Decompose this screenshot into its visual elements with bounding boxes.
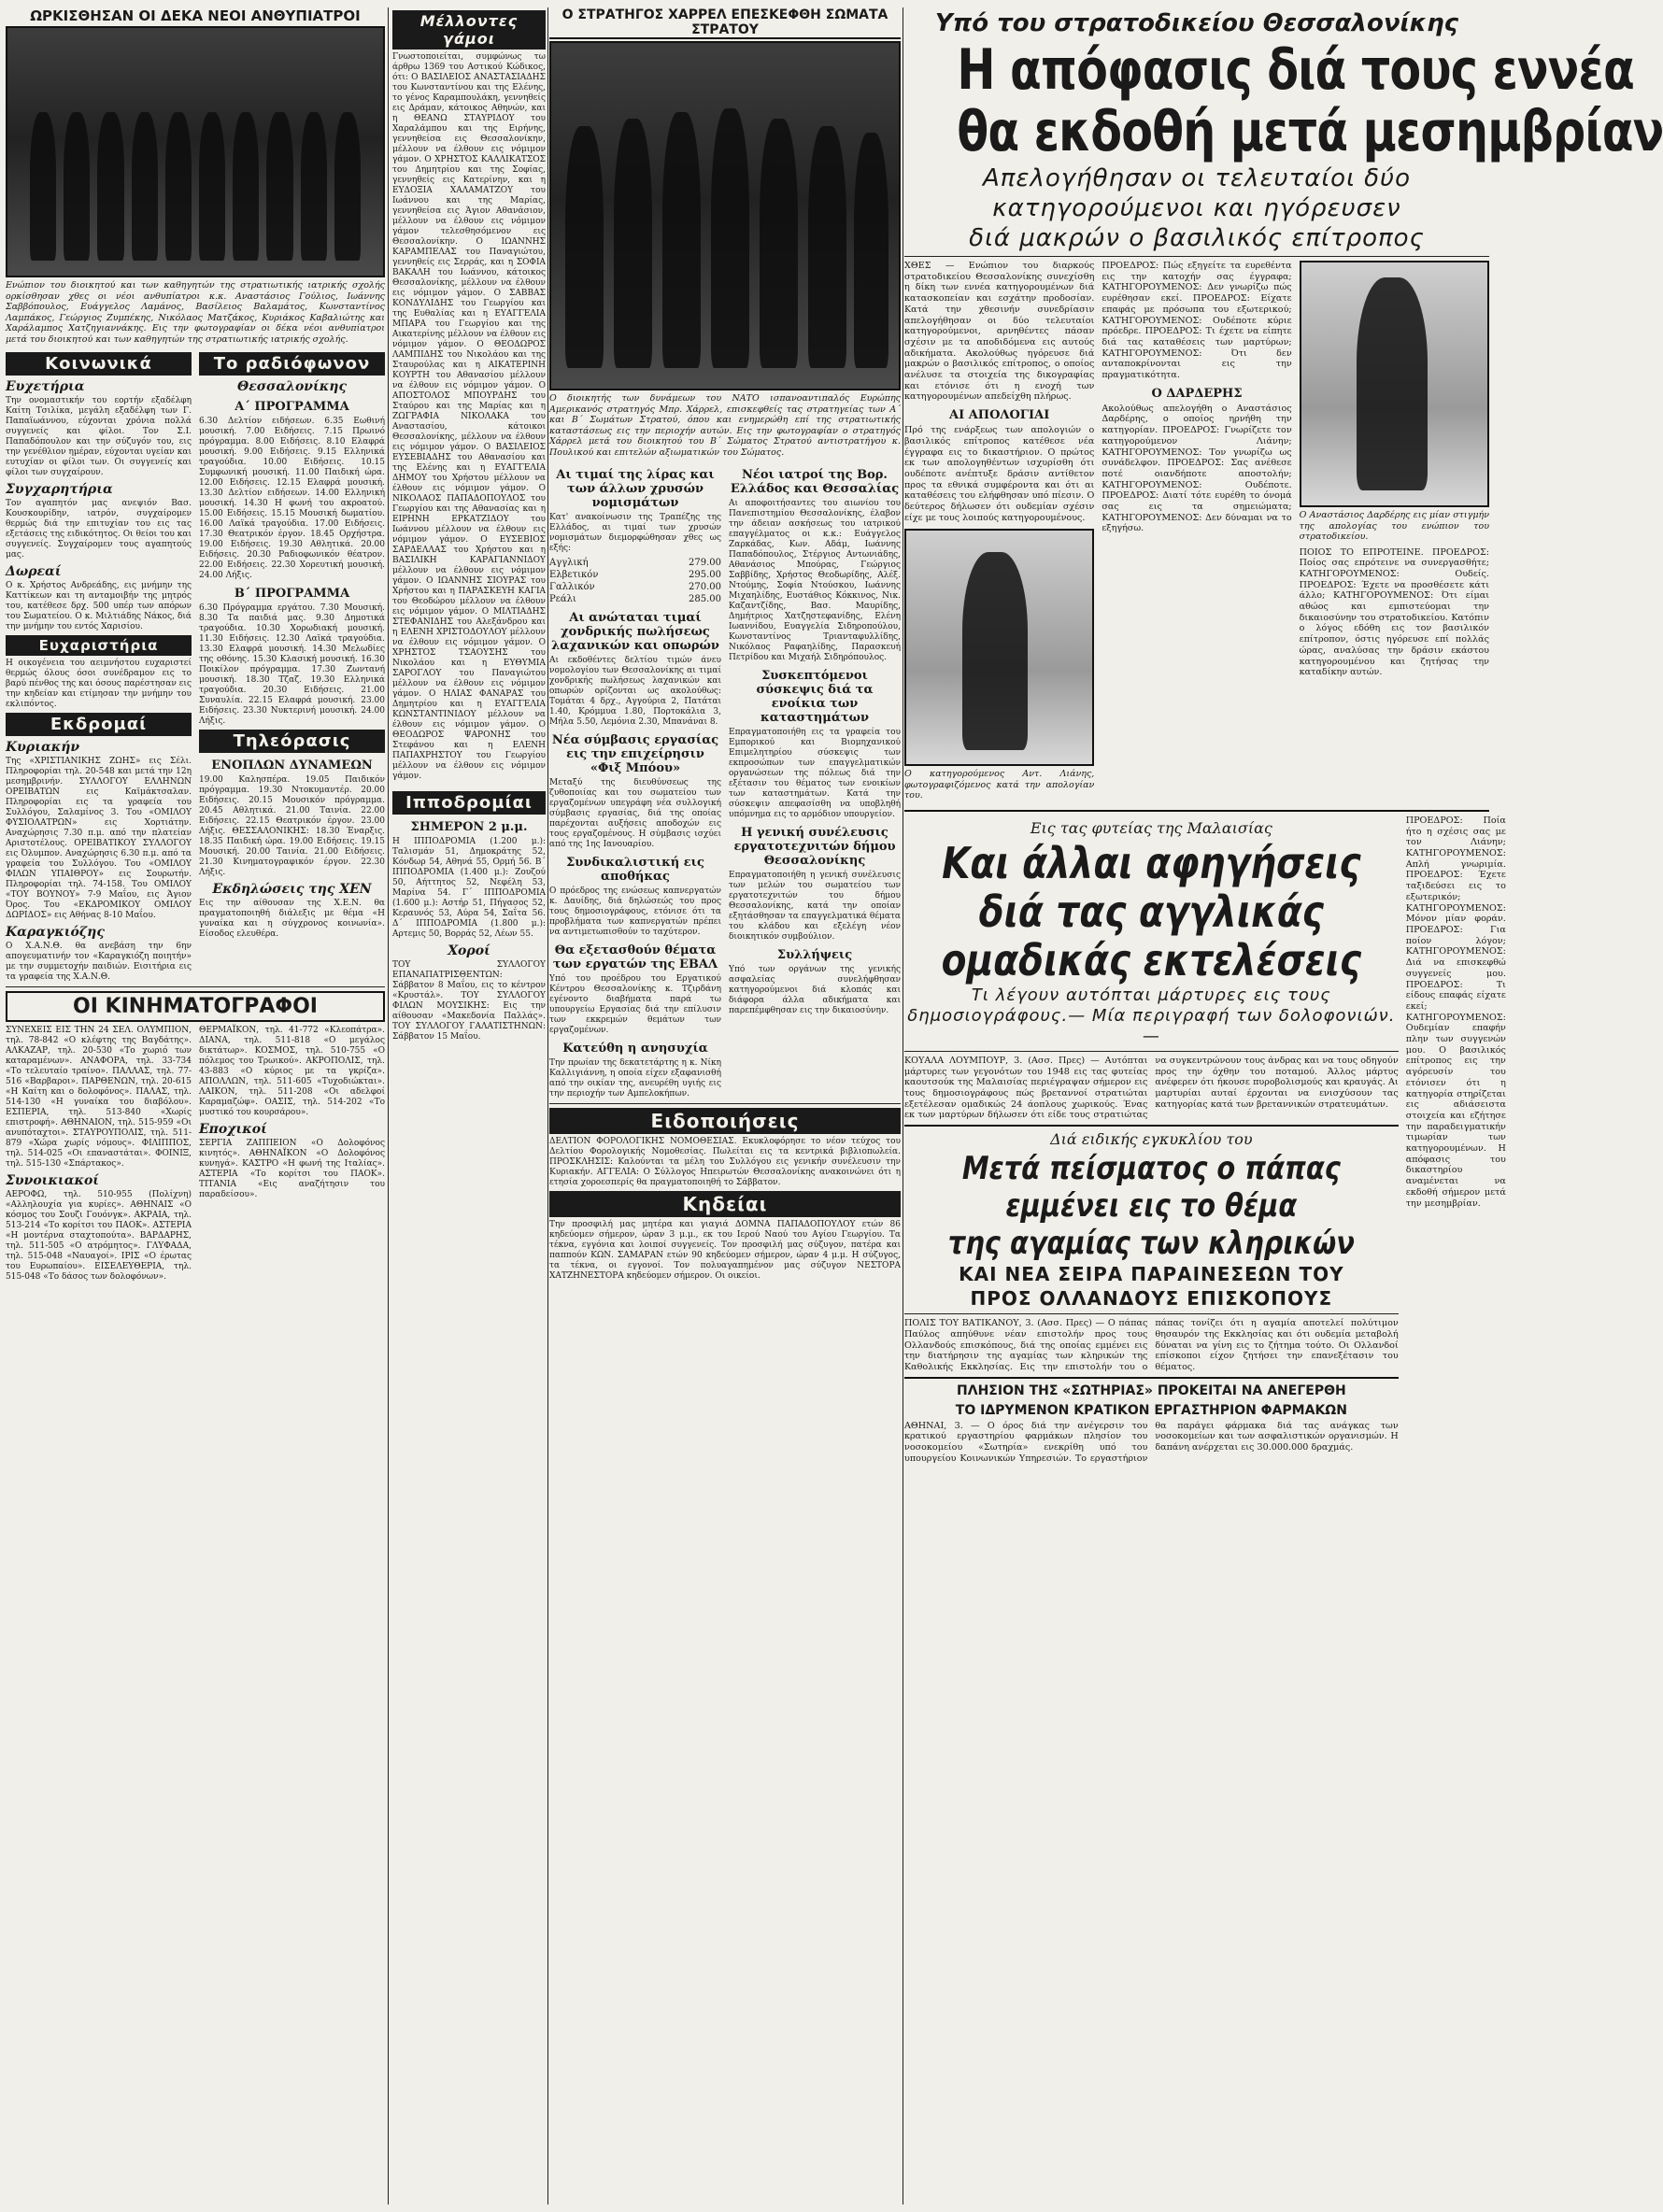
trial-body-a: ΧΘΕΣ — Ενώπιον του διαρκούς στρατοδικείου Θεσσαλονίκης συνεχίσθη η δίκη των εννέα κατηγορουμένων διά κατασκοπείαν και εσχάτην προδοσίαν. Κατά την χθεσινήν συνεδρίασιν απελογήθησαν οι δύο τελευταίοι κατηγορούμενοι, αρνηθέντες πάσαν σχέσιν με τα αποδιδόμενα εις αυτούς αδικήματα. Ακολούθως ηγόρευσε διά μακρών ο βασιλικός επίτροπος, ο οποίος ανέλυσε τα στοιχεία της δικογραφίας και ετόνισε ότι η ενοχή των κατηγορουμένων απεδείχθη πλήρως. [904,261,1095,403]
doctors-text: Αι αποφοιτήσαντες του αιωνίου του Πανεπιστημίου Θεσσαλονίκης, έλαβον την άδειαν ασκήσεως του ιατρικού επαγγέλματος οι κ.κ.: Ευάγγελος Ζαρκάδας, Κων. Αδάμ, Ιωάννης Παπαδόπουλος, Στέργιος Αντωνιάδης, Αθανάσιος Μπούρας, Γεώργιος Σαββίδης, Χρήστος Θεοδωρίδης, Αλέξ. Ντούμης, Σοφία Ντούσκου, Ιωάννης Μιχαηλίδης, Ευστάθιος Κόκκινος, Νικ. Καζαντζίδης, Βασ. Μαυρίδης, Δημήτριος Χατζηστεφανίδης, Ελένη Ιωαννίδου, Ευαγγελία Σιδηροπούλου, Κωνσταντίνος Τριανταφυλλίδης, Νικόλαος Ραφαηλίδης, Παρασκευή Πετρίδου και Μιχαήλ Σιδηρόπουλος. [729,499,901,662]
donations-label: Δωρεαί [6,564,62,579]
notices-text: ΔΕΛΤΙΟΝ ΦΟΡΟΛΟΓΙΚΗΣ ΝΟΜΟΘΕΣΙΑΣ. Εκυκλοφόρησε το νέον τεύχος του Δελτίου Φορολογικής Νομοθεσίας. Πωλείται εις τα κεντρικά βιβλιοπωλεία. ΠΡΟΣΚΛΗΣΙΣ: Καλούνται τα μέλη του Συλλόγου εις γενικήν συνέλευσιν την Κυριακήν. ΑΓΓΕΛΙΑ: Ο Σύλλογος Ηπειρωτών Θεσσαλονίκης ανακοινώνει ότι η ετησία χοροεσπερίς θα πραγματοποιηθή το Σάββατον. [549,1137,901,1187]
xen-label: Εκδηλώσεις της ΧΕΝ [212,882,372,897]
gold-row: Ελβετικόν 295.00 [549,570,721,580]
funerals-text: Την προσφιλή μας μητέρα και γιαγιά ΔΟΜΝΑ ΠΑΠΑΔΟΠΟΥΛΟΥ ετών 86 κηδεύομεν σήμερον, ώραν 3 μ.μ., εκ του Ιερού Ναού του Αγίου Γεωργίου. Τα τέκνα, εγγόνια και λοιποί συγγενείς. Τον προσφιλή μας σύζυγον, πατέρα και παππούν ΚΩΝ. ΣΑΜΑΡΑΝ ετών 90 κηδεύομεν σήμερον, ώραν 4 μ.μ. Η σύζυγος, τα τέκνα, οι εγγονοί. Τον πολυαγαπημένον μας σύζυγον ΝΕΣΤΟΡΑ ΧΑΤΖΗΝΕΣΤΟΡΑ κηδεύομεν σήμερον. Οι οικείοι. [549,1220,901,1281]
doctors-title: Νέοι ιατροί της Βορ. Ελλάδος και Θεσσαλίας [730,468,900,496]
cinemas-right-text: ΘΕΡΜΑΪΚΟΝ, τηλ. 41-772 «Κλεοπάτρα». ΔΙΑΝΑ, τηλ. 511-818 «Ο μεγάλος δικτάτωρ». ΚΟΣΜΟΣ, τηλ. 510-755 «Ο πόλεμος του Τρωικού». ΑΚΡΟΠΟΛΙΣ, τηλ. 43-883 «Ο κύριος με τα γκρίζα». ΑΠΟΛΛΩΝ, τηλ. 511-605 «Τυχοδιώκται». ΛΑΙΚΟΝ, τηλ. 511-208 «Οι αδελφοί Καραμαζώφ». ΟΑΣΙΣ, τηλ. 514-202 «Το μυστικό του κουρσάρου». [199,1026,385,1117]
trial-body-f: ΠΡΟΕΔΡΟΣ: Ποία ήτο η σχέσις σας με τον Λιάνην; ΚΑΤΗΓΟΡΟΥΜΕΝΟΣ: Απλή γνωριμία. ΠΡΟΕΔΡΟΣ: Έχετε ταξιδεύσει εις το εξωτερικόν; ΚΑΤΗΓΟΡΟΥΜΕΝΟΣ: Μόνον μίαν φοράν. ΠΡΟΕΔΡΟΣ: Για ποίον λόγον; ΚΑΤΗΓΟΡΟΥΜΕΝΟΣ: Διά να επισκεφθώ συγγενείς μου. ΠΡΟΕΔΡΟΣ: Τι είδους επαφάς είχατε εκεί; ΚΑΤΗΓΟΡΟΥΜΕΝΟΣ: Ουδεμίαν επαφήν πλην των συγγενών μου. Ο βασιλικός επίτροπος εις την αγόρευσίν του ετόνισεν ότι η κατηγορία στηρίζεται εις αδιάσειστα στοιχεία και εζήτησε την παραδειγματικήν τιμωρίαν των κατηγορουμένων. Η απόφασις του δικαστηρίου αναμένεται να εκδοθή σήμερον μετά την μεσημβρίαν. [1405,815,1506,1209]
wishes-text: Την ονομαστικήν του εορτήν εξαδέλφη Καίτη Τσιλίκα, μεγάλη εξαδέλφη των Γ. Παπαϊωάννου, εύχονται χρόνια πολλά συγγενείς και φίλοι. Τον Σ.Ι. Παπαδόπουλον και την σύζυγόν του, εις την γενέθλιον ημέραν, εύχονται υγείαν και ευτυχίαν οι φίλοι των. Οι συγγενείς και φίλοι των συγχαίρουν. [6,396,192,477]
gold-title: Αι τιμαί της λίρας και των άλλων χρυσών νομισμάτων [556,468,715,510]
notices-title: Ειδοποιήσεις [549,1108,901,1134]
cinemas-title: ΟΙ ΚΙΝΗΜΑΤΟΓΡΑΦΟΙ [6,991,385,1022]
general-photo [549,41,901,390]
meeting-title: Συσκεπτόμενοι σύσκεψις διά τα ενοίκια των καταστημάτων [756,669,874,725]
trial-body-b: Πρό της ενάρξεως των απολογιών ο βασιλικός επίτροπος κατέθεσε νέα έγγραφα εις το δικαστήριον. Ο πρώτος εκ των απολογηθέντων ισχυρίσθη ότι ουδέποτε ανέπτυξε δράσιν αντίθετον προς τα εθνικά συμφέροντα και ότι αι καταθέσεις του ελήφθησαν υπό πίεσιν. Ο δεύτερος δήλωσεν ότι ουδεμίαν σχέσιν είχε με τους λοιπούς κατηγορουμένους. [904,425,1095,523]
pope-deck-2: ΠΡΟΣ ΟΛΛΑΝΔΟΥΣ ΕΠΙΣΚΟΠΟΥΣ [970,1287,1333,1311]
main-headline-1: Η απόφασις διά τους εννέα [957,37,1634,103]
workers-title: Θα εξετασθούν θέματα των εργατών της ΕΒΑΛ [552,943,718,971]
deck-2: κατηγορούμενοι και ηγόρευσεν [992,194,1401,222]
contract-title: Νέα σύμβασις εργασίας εις την επιχείρησιν «Φιξ Μπόου» [551,733,719,775]
sotiria-headline-1: ΠΛΗΣΙΟΝ ΤΗΣ «ΣΩΤΗΡΙΑΣ» ΠΡΟΚΕΙΤΑΙ ΝΑ ΑΝΕΓΕΡΘΗ [957,1382,1346,1398]
radio-title: Το ραδιόφωνον [199,352,385,376]
malaysia-headline-1: Και άλλαι αφηγήσεις [942,837,1361,888]
column-weddings [392,7,546,1042]
column-left [6,7,385,1283]
donations-text: Ο κ. Χρήστος Ανδρεάδης, εις μνήμην της Καττίκεων και τη ανταμοιβήν της μητρός του, κατέθεσε δρχ. 500 υπέρ των απόρων του Σωματείου. Ο κ. Μιλτιάδης Νάκος, διά την μνήμην του εντός Χαρισίου. [6,581,192,631]
gold-row: Γαλλικόν 270.00 [549,582,721,592]
workers-text: Υπό του προέδρου του Εργατικού Κέντρου Θεσσαλονίκης κ. Τζιρδάνη εγένοντο διαβήματα παρά τω υπουργείω Εργασίας διά την επίλυσιν των εκκρεμών θεμάτων των εργαζομένων. [549,974,721,1035]
contract-text: Μεταξύ της διευθύνσεως της ζυθοποιίας και του σωματείου των εργαζομένων υπεγράφη νέα συλλογική σύμβασις εργασίας, διά της οποίας παρέχονται αυξήσεις αποδοχών εις τους εργαζομένους. Η σύμβασις ισχύει από της 1ης Ιανουαρίου. [549,778,721,849]
union-text: Ο πρόεδρος της ενώσεως καπνεργατών κ. Δαυίδης, διά δηλώσεώς του προς τους δημοσιογράφους, ετόνισε ότι τα προβλήματα των καπνεργατών πρέπει να αντιμετωπισθούν το ταχύτερον. [549,886,721,937]
pope-headline-3: της αγαμίας των κληρικών [947,1225,1355,1263]
missing-title: Κατεύθη η ανησυχία [562,1042,708,1056]
seasonal-cinemas-text: ΣΕΡΓΙΑ ΖΑΠΠΕΙΟΝ «Ο Δολοφόνος κινητός». ΑΘΗΝΑΪΚΟΝ «Ο Δολοφόνος κυνηγά». ΚΑΣΤΡΟ «Η φωνή της Ιταλίας». ΑΣΤΕΡΙΑ «Το κορίτσι του ΠΑΟΚ». ΤΙΤΑΝΙΑ «Εις αναζήτησιν του παραδείσου». [199,1139,385,1199]
column-divider [388,7,389,2205]
photo-caption: Ενώπιον του διοικητού και των καθηγητών της στρατιωτικής ιατρικής σχολής ορκίσθησαν χθες οι νέοι ανθυπίατροι κ.κ. Αναστάσιος Γούλιος, Ιωάννης Σαββόπουλος, Ευάγγελος Λαμάνος, Βασίλειος Βαλαμάτος, Κωνσταντίνος Λαμπάκος, Γεώργιος Ζυμπέκης, Νικόλαος Ματζάκος, Κυριάκος Καβαλιώτης και Χαράλαμπος Χατζηγιαννάκης. Εις την φωτογραφίαν οι δέκα νέοι ανθυπίατροι μετά του διοικητού και των καθηγητών της στρατιωτικής ιατρικής σχολής. [6,280,385,345]
trial-body-d: Ακολούθως απελογήθη ο Αναστάσιος Δαρδέρης, ο οποίος ηρνήθη την κατηγορίαν. ΠΡΟΕΔΡΟΣ: Γνωρίζετε τον κατηγορούμενον Λιάνην; ΚΑΤΗΓΟΡΟΥΜΕΝΟΣ: Τον γνωρίζω ως συνάδελφον. ΠΡΟΕΔΡΟΣ: Σας ανέθεσε ποτέ οιανδήποτε αποστολήν; ΚΑΤΗΓΟΡΟΥΜΕΝΟΣ: Ουδέποτε. ΠΡΟΕΔΡΟΣ: Διατί τότε ευρέθη το όνομά σας εις τα σημειώματα; ΚΑΤΗΓΟΡΟΥΜΕΝΟΣ: Δεν δύναμαι να το εξηγήσω. [1102,403,1292,534]
pope-kicker: Διά ειδικής εγκυκλίου του [1050,1130,1253,1149]
main-headline-2: θα εκδοθή μετά μεσημβρίαν [957,99,1663,164]
pope-headline-2: εμμένει εις το θέμα [1005,1187,1298,1226]
cadets-photo [6,26,385,277]
dances-text: ΤΟΥ ΣΥΛΛΟΓΟΥ ΕΠΑΝΑΠΑΤΡΙΣΘΕΝΤΩΝ: Σάββατον 8 Μαΐου, εις το κέντρον «Κρυστάλ». ΤΟΥ ΣΥΛΛΟΓΟΥ ΦΙΛΩΝ ΜΟΥΣΙΚΗΣ: Εις την αίθουσαν «Μακεδονία Παλλάς». ΤΟΥ ΣΥΛΛΟΓΟΥ ΓΑΛΑΤΙΣΤΗΝΩΝ: Σάββατον 15 Μαΐου. [392,960,546,1042]
prices-title: Αι ανώταται τιμαί χονδρικής πωλήσεως λαχανικών και οπωρών [551,611,719,653]
malaysia-headline-2: διά τας αγγλικάς [978,886,1324,937]
meeting-text: Επραγματοποιήθη εις τα γραφεία του Εμπορικού και Βιομηχανικού Επιμελητηρίου σύσκεψις των εκπροσώπων των επαγγελματικών οργανώσεων της πόλεως διά την εξέτασιν του θέματος των ενοικίων των καταστημάτων. Κατά την σύσκεψιν απεφασίσθη να υποβληθή υπόμνημα εις το αρμόδιον υπουργείον. [729,728,901,819]
cinemas-left-text: ΣΥΝΕΧΕΙΣ ΕΙΣ ΤΗΝ 24 ΣΕΛ. ΟΛΥΜΠΙΟΝ, τηλ. 78-842 «Ο κλέφτης της Βαγδάτης». ΑΛΚΑΖΑΡ, τηλ. 20-530 «Το χωριό των καταραμένων». ΑΝΑΦΟΡΑ, τηλ. 33-734 «Το τελευταίο τραίνο». ΠΑΛΛΑΣ, τηλ. 77-516 «Βαρβαροι». ΠΑΡΘΕΝΩΝ, τηλ. 20-615 «Η Καίτη και ο δολοφόνος». ΠΑΛΑΣ, τηλ. 514-130 «Η γυναίκα του διαβόλου». ΕΣΠΕΡΙΑ, τηλ. 513-840 «Χωρίς επιστροφή». ΑΘΗΝΑΙΟΝ, τηλ. 515-959 «Οι ανυπόταχτοι». ΣΤΑΥΡΟΥΠΟΛΙΣ, τηλ. 511-879 «Χώρα χωρίς νόμους». ΦΙΛΙΠΠΟΣ, τηλ. 514-025 «Οι επαναστάται». ΦΟΙΝΙΞ, τηλ. 515-130 «Σπάρτακος». [6,1026,192,1169]
sotiria-text: ΑΘΗΝΑΙ, 3. — Ο όρος διά την ανέγερσιν του κρατικού εργαστηρίου φαρμάκων πλησίον του νοσοκομείου «Σωτηρία» ενεκρίθη υπό του υπουργείου Κοινωνικών Υπηρεσιών. Το εργαστήριον θα παράγει φάρμακα διά τας ανάγκας των νοσοκομείων και των ασφαλιστικών οργανισμών. Η δαπάνη ανέρχεται εις 30.000.000 δραχμάς. [904,1420,1399,1464]
malaysia-deck: Τι λέγουν αυτόπται μάρτυρες εις τους δημοσιογράφους.— Μία περιγραφή των δολοφονιών.— [907,985,1396,1046]
races-text: Η ΙΠΠΟΔΡΟΜΙΑ (1.200 μ.): Ταλισμάν 51, Δημοκράτης 52, Κόνδωρ 54, Αθηνά 55, Ορμή 56. Β΄ ΙΠΠΟΔΡΟΜΙΑ (1.400 μ.): Ζουζού 50, Αήττητος 52, Νεφέλη 53, Μαρίνα 54. Γ΄ ΙΠΠΟΔΡΟΜΙΑ (1.600 μ.): Αστήρ 51, Πήγασος 52, Κεραυνός 53, Αύρα 54, Σαΐτα 56. Δ΄ ΙΠΠΟΔΡΟΜΙΑ (1.800 μ.): Αρτεμις 50, Βορράς 52, Λέων 55. [392,837,546,939]
trial-body-e: ΠΟΙΟΣ ΤΟ ΕΠΡΟΤΕΙΝΕ. ΠΡΟΕΔΡΟΣ: Ποίος σας επρότεινε να συνεργασθήτε; ΚΑΤΗΓΟΡΟΥΜΕΝΟΣ: Ουδείς. ΠΡΟΕΔΡΟΣ: Έχετε να προσθέσετε κάτι άλλο; ΚΑΤΗΓΟΡΟΥΜΕΝΟΣ: Ότι είμαι αθώος και εμπιστεύομαι την δικαιοσύνην του στρατοδικείου. Κατόπιν ο λόγος εδόθη εις τον βασιλικόν επίτροπον, όστις ηγόρευσε επί πολλάς ώρας, αναλύσας την δράσιν εκάστου κατηγορουμένου και ζητήσας την καταδίκην αυτών. [1299,546,1489,678]
general-photo-title: Ο ΣΤΡΑΤΗΓΟΣ ΧΑΡΡΕΛ ΕΠΕΣΚΕΦΘΗ ΣΩΜΑΤΑ ΣΤΡΑΤΟΥ [549,7,901,39]
arrests-text: Υπό των οργάνων της γενικής ασφαλείας συνελήφθησαν κατηγορούμενοι διά κλοπάς και διάφορα άλλα αδικήματα και παρεπέμφθησαν εις την δικαιοσύνην. [729,965,901,1015]
gold-row: Ρεάλι 285.00 [549,594,721,604]
sunday-label: Κυριακήν [6,740,80,755]
gold-text: Κατ' ανακοίνωσιν της Τραπέζης της Ελλάδος, αι τιμαί των χρυσών νομισμάτων διεμορφώθησαν χθες ως εξής: [549,513,721,553]
pope-text: ΠΟΛΙΣ ΤΟΥ ΒΑΤΙΚΑΝΟΥ, 3. (Ασσ. Πρες) — Ο πάπας Παύλος απηύθυνε νέαν επιστολήν προς τους Ολλανδούς επισκόπους, διά της οποίας εμμένει εις την διατήρησιν της αγαμίας των κληρικών της Καθολικής Εκκλησίας. Εις την επιστολήν του ο πάπας τονίζει ότι η αγαμία αποτελεί πολύτιμον θησαυρόν της Εκκλησίας και ότι ουδεμία μεταβολή δύναται να γίνη εις το ζήτημα τούτο. Οι Ολλανδοί επίσκοποι είχον ζητήσει την επανεξέτασιν του θέματος. [904,1318,1399,1372]
excursions-title: Εκδρομαί [6,713,192,736]
congrats-label: Συγχαρητήρια [6,482,113,497]
arrests-title: Συλλήψεις [776,948,853,962]
assembly-text: Επραγματοποιήθη η γενική συνέλευσις των μελών του σωματείου των εργατοτεχνιτών του δήμου Θεσσαλονίκης, κατά την οποίαν εξητάσθησαν τα επαγγελματικά θέματα του κλάδου και εξελέγη νέον διοικητικόν συμβούλιον. [729,871,901,942]
defendant-photo-2 [1300,261,1489,507]
defendant-photo-2-caption: Ο Αναστάσιος Δαρδέρης εις μίαν στιγμήν της απολογίας του ενώπιον του στρατοδικείου. [1299,510,1489,542]
sotiria-headline-2: ΤΟ ΙΔΡΥΜΕΝΟΝ ΚΡΑΤΙΚΟΝ ΕΡΓΑΣΤΗΡΙΟΝ ΦΑΡΜΑΚΩΝ [955,1402,1347,1418]
social-section-title: Κοινωνικά [6,352,192,376]
radio-b-label: Β΄ ΠΡΟΓΡΑΜΜΑ [234,587,350,601]
prices-text: Αι εκδοθέντες δελτίου τιμών άνευ νομολογίου των Θεσσαλονίκης αι τιμαί χονδρικής πωλήσεως λαχανικών και οπωρών ορίζονται ως ακολούθως: Τομάται 4 δρχ., Αγγούρια 2, Πατάται 1.40, Κρόμμυα 1.80, Πορτοκάλια 3, Μήλα 5.50, Λεμόνια 2.30, Μπανάναι 8. [549,656,721,727]
thanks-title: Ευχαριστήρια [6,635,192,656]
defendant-photo-1-caption: Ο κατηγορούμενος Αντ. Λιάνης, φωτογραφιζόμενος κατά την απολογίαν του. [904,769,1095,801]
congrats-text: Τον αγαπητόν μας ανεψιόν Βασ. Κουσκουρίδην, ιατρόν, συγχαίρομεν θερμώς διά την επιτυχίαν του εις τας εξετάσεις της ειδικότητος. Οι θείοι του και συγγενείς. Συγχαίρομεν τους αγαπητούς μας. [6,499,192,560]
union-title: Συνδικαλιστική εις αποθήκας [566,856,704,884]
pope-headline-1: Μετά πείσματος ο πάπας [961,1150,1341,1188]
trial-body-c: ΠΡΟΕΔΡΟΣ: Πώς εξηγείτε τα ευρεθέντα εις την κατοχήν σας έγγραφα; ΚΑΤΗΓΟΡΟΥΜΕΝΟΣ: Δεν γνωρίζω πώς ευρέθησαν εκεί. ΠΡΟΕΔΡΟΣ: Είχατε επαφάς με πρόσωπα του εξωτερικού; ΚΑΤΗΓΟΡΟΥΜΕΝΟΣ: Ουδέποτε κύριε πρόεδρε. ΠΡΟΕΔΡΟΣ: Τι έχετε να είπητε διά τας καταθέσεις των μαρτύρων; ΚΑΤΗΓΟΡΟΥΜΕΝΟΣ: Ότι δεν ανταποκρίνονται εις την πραγματικότητα. [1102,261,1292,381]
apologies-label: ΑΙ ΑΠΟΛΟΓΙΑΙ [949,408,1050,423]
wishes-label: Ευχετήρια [6,379,85,394]
neighborhood-cinemas-text: ΑΕΡΟΦΩ, τηλ. 510-955 (Πολίχνη) «Αλληλουχία για κυρίες». ΑΘΗΝΑΙΣ «Ο κόσμος του Σουζι Γουόνγκ». ΑΚΡΑΙΑ, τηλ. 513-214 «Το κορίτσι του ΠΑΟΚ». ΑΣΤΕΡΙΑ «Η μοντέρνα σταχτοπούτα». ΒΑΡΔΑΡΗΣ, τηλ. 511-505 «Ο ατρόμητος». ΓΛΥΦΑΔΑ, τηλ. 515-048 «Ναυαγοί». ΙΡΙΣ «Ο έρωτας του Ευρωπαίου». ΕΙΣΕΛΕΥΘΕΡΙΑ, τηλ. 515-048 «Το δάσος των δολοφόνων». [6,1190,192,1282]
column-center [549,7,901,1282]
weddings-title: Μέλλοντες γάμοι [392,10,546,50]
races-title: Ιπποδρομίαι [392,791,546,815]
xen-text: Εις την αίθουσαν της Χ.Ε.Ν. θα πραγματοποιηθή διάλεξις με θέμα «Η γυναίκα και η σύγχρονος κοινωνία». Είσοδος ελευθέρα. [199,899,385,939]
thanks-text: Η οικογένεια του αειμνήστου ευχαριστεί θερμώς όλους όσοι συνέδραμον εις το βαρύ πένθος της και όσους παρέστησαν εις την κηδείαν και ετίμησαν την μνήμην του εκλιπόντος. [6,659,192,709]
deck-1: Απελογήθησαν οι τελευταίοι δύο [982,164,1412,192]
tv-title: Τηλεόρασις [199,730,385,753]
main-kicker: Υπό του στρατοδικείου Θεσσαλονίκης [934,9,1459,37]
deck-3: διά μακρών ο βασιλικός επίτροπος [969,224,1425,252]
neighborhood-cinemas-label: Συνοικιακοί [6,1173,100,1188]
gold-table [549,557,721,605]
pope-deck-1: ΚΑΙ ΝΕΑ ΣΕΙΡΑ ΠΑΡΑΙΝΕΣΕΩΝ ΤΟΥ [959,1263,1344,1286]
dances-title: Χοροί [448,943,490,958]
malaysia-headline-3: ομαδικάς εκτελέσεις [941,934,1362,985]
excursions-text: Της «ΧΡΙΣΤΙΑΝΙΚΗΣ ΖΩΗΣ» εις Σέλι. Πληροφορίαι τηλ. 20-548 και μετά την 12η μεσημβρινήν. ΣΥΛΛΟΓΟΥ ΕΛΛΗΝΩΝ ΟΡΕΙΒΑΤΩΝ εις Καϊμάκτσαλαν. Πληροφορίαι εις τα γραφεία του Συλλόγου, Σαλαμίνος 3. Του «ΟΜΙΛΟΥ ΦΥΣΙΟΛΑΤΡΩΝ» εις Χορτιάτην. Αναχώρησις 7.30 π.μ. από την πλατείαν Αριστοτέλους. ΟΡΕΙΒΑΤΙΚΟΥ ΣΥΛΛΟΓΟΥ εις Όλυμπον. Αναχώρησις 6.30 π.μ. από τα γραφεία του Συλλόγου. Του «ΟΜΙΛΟΥ ΦΙΛΩΝ ΥΠΑΙΘΡΟΥ» εις Σουρωτήν. Πληροφορίαι τηλ. 74-158. Του ΟΜΙΛΟΥ «ΤΟΥ ΒΟΥΝΟΥ» 7-9 Μαΐου, εις Άγιον Όρος. Του «ΕΚΔΡΟΜΙΚΟΥ ΟΜΙΛΟΥ ΔΩΡΙΔΟΣ» εις Αθήνας 8-10 Μαΐου. [6,757,192,920]
darderis-label: Ο ΔΑΡΔΕΡΗΣ [1151,386,1243,401]
gold-row: Αγγλική 279.00 [549,558,721,568]
defendant-photo-1 [904,529,1094,766]
general-photo-caption: Ο διοικητής των δυνάμεων του ΝΑΤΟ ισπανοαντιπαλός Ευρώπης Αμερικανός στρατηγός Μπρ. Χάρρελ, επισκεφθείς τας στρατηγείας των Α΄ και Β΄ Σωμάτων Στρατού, όπου και ενημερώθη επί της στρατιωτικής καταστάσεως εις την περιοχήν αυτών. Εις την φωτογραφίαν ο στρατηγός Χάρρελ μετά του διοικητού του Β΄ Σώματος Στρατού αντιστρατήγου κ. Πουλικού και επιτελών αξιωματικών του Σώματος. [549,393,901,458]
funerals-title: Κηδείαι [549,1191,901,1217]
seasonal-cinemas-label: Εποχικοί [199,1122,267,1137]
races-subtitle: ΣΗΜΕΡΟΝ 2 μ.μ. [410,820,528,834]
radio-a-label: Α΄ ΠΡΟΓΡΑΜΜΑ [235,400,349,414]
missing-text: Την πρωίαν της δεκατετάρτης η κ. Νίκη Καλλιγιάννη, η οποία είχεν εξαφανισθή από την οικίαν της, ανευρέθη υγιής εις την περιοχήν των Αμπελοκήπων. [549,1058,721,1099]
assembly-title: Η γενική συνέλευσις εργατοτεχνιτών δήμου Θεσσαλονίκης [733,826,896,868]
puppet-theatre-label: Καραγκιόζης [6,925,105,940]
column-right [904,7,1663,1465]
tv-subtitle: ΕΝΟΠΛΩΝ ΔΥΝΑΜΕΩΝ [211,759,373,773]
radio-subtitle: Θεσσαλονίκης [237,379,347,394]
tv-text: 19.00 Καλησπέρα. 19.05 Παιδικόν πρόγραμμα. 19.30 Ντοκυμαντέρ. 20.00 Ειδήσεις. 20.15 Μουσικόν πρόγραμμα. 20.45 Αθλητικά. 21.00 Ταινία. 22.00 Ειδήσεις. 22.15 Θεατρικόν έργον. 23.00 Λήξις. ΘΕΣΣΑΛΟΝΙΚΗΣ: 18.30 Έναρξις. 18.35 Παιδική ώρα. 19.00 Ειδήσεις. 19.15 Μουσική. 20.00 Ταινία. 21.00 Ειδήσεις. 21.30 Κινηματογραφικόν έργον. 22.30 Λήξις. [199,775,385,877]
photo-title: ΩΡΚΙΣΘΗΣΑΝ ΟΙ ΔΕΚΑ ΝΕΟΙ ΑΝΘΥΠΙΑΤΡΟΙ [30,7,361,24]
malaysia-text: ΚΟΥΑΛΑ ΛΟΥΜΠΟΥΡ, 3. (Ασσ. Πρες) — Αυτόπται μάρτυρες των γεγονότων του 1948 εις τας φυτείας καουτσούκ της Μαλαισίας περιέγραψαν σήμερον εις τους δημοσιογράφους πώς βρεταννοί στρατιώται εξετέλεσαν ομαδικώς 24 άοπλους χωρικούς. Ένας εκ των μαρτύρων δήλωσεν ότι είδε τους στρατιώτας να συγκεντρώνουν τους άνδρας και να τους οδηγούν προς την όχθην του ποταμού. Άλλος μάρτυς ανέφερεν ότι ήκουσε πυροβολισμούς και κραυγάς. Αι μαρτυρίαι αυταί έρχονται να ενισχύσουν τας κατηγορίας κατά των βρεταννικών στρατευμάτων. [904,1055,1399,1121]
puppet-theatre-text: Ο Χ.Α.Ν.Θ. θα ανεβάση την 6ην απογευματινήν τον «Καραγκιόζη ποιητήν» με την συμμετοχήν παιδιών. Εισιτήρια εις τα γραφεία της Χ.Α.Ν.Θ. [6,942,192,982]
radio-a-text: 6.30 Δελτίον ειδήσεων. 6.35 Εωθινή μουσική. 7.00 Ειδήσεις. 7.15 Πρωινό πρόγραμμα. 8.00 Ειδήσεις. 8.10 Ελαφρά μουσική. 9.00 Ειδήσεις. 9.15 Ελληνικά τραγούδια. 10.00 Ειδήσεις. 10.15 Συμφωνική μουσική. 11.00 Παιδική ώρα. 12.00 Ειδήσεις. 12.15 Ελαφρά μουσική. 13.30 Δελτίον ειδήσεων. 14.00 Ελληνική μουσική. 14.30 Η φωνή του ακροατού. 15.00 Ειδήσεις. 15.15 Μουσική δωματίου. 16.00 Λαϊκά τραγούδια. 17.00 Ειδήσεις. 17.30 Θεατρικόν έργον. 18.45 Ορχήστρα. 19.00 Ειδήσεις. 19.30 Αθλητικά. 20.00 Ειδήσεις. 20.30 Ραδιοφωνικόν θέατρον. 22.00 Ειδήσεις. 22.30 Χορευτική μουσική. 24.00 Λήξις. [199,417,385,580]
radio-b-text: 6.30 Πρόγραμμα εργάτου. 7.30 Μουσική. 8.30 Τα παιδιά μας. 9.30 Δημοτικά τραγούδια. 10.30 Χορωδιακή μουσική. 11.30 Ειδήσεις. 12.30 Λαϊκά τραγούδια. 13.30 Ελαφρά μουσική. 14.30 Μελωδίες της οθόνης. 15.30 Κλασική μουσική. 16.30 Ποικίλον πρόγραμμα. 17.30 Ζωντανή μουσική. 18.30 Τζαζ. 19.30 Ελληνικά τραγούδια. 20.30 Ειδήσεις. 21.00 Συναυλία. 22.15 Ελαφρά μουσική. 23.00 Ειδήσεις. 23.30 Νυκτερινή μουσική. 24.00 Λήξις. [199,603,385,726]
column-divider [547,7,548,2205]
weddings-text: Γνωστοποιείται, συμφώνως τω άρθρω 1369 του Αστικού Κώδικος, ότι: Ο ΒΑΣΙΛΕΙΟΣ ΑΝΑΣΤΑΣΙΑΔΗΣ του Κωνσταντίνου και της Ελένης, το γένος Καραμπουλάκη, γεννηθείς εις Δράμαν, κάτοικος Αθηνών, και η ΘΕΑΝΩ ΣΤΑΥΡΙΔΟΥ του Χαραλάμπου και της Ειρήνης, γεννηθείσα εις Θεσσαλονίκην, μέλλουν να έλθουν εις νόμιμον γάμον. Ο ΧΡΗΣΤΟΣ ΚΑΛΛΙΚΑΤΣΟΣ του Δημητρίου και της Σοφίας, γεννηθείς εις Κατερίνην, και η ΕΥΔΟΞΙΑ ΧΑΛΑΜΑΤΖΟΥ του Ιωάννου και της Μαρίας, γεννηθείσα εις Άγιον Αθανάσιον, μέλλουν να έλθουν εις νόμιμον γάμον τελεσθησόμενον εις Θεσσαλονίκην. Ο ΙΩΑΝΝΗΣ ΚΑΡΑΜΠΕΛΑΣ του Παναγιώτου, γεννηθείς εις Σερράς, και η ΣΟΦΙΑ ΒΑΚΑΛΗ του Ιωάννου, κάτοικος Θεσσαλονίκης, μέλλουν να έλθουν εις νόμιμον γάμον. Ο ΣΑΒΒΑΣ ΚΟΝΔΥΛΙΔΗΣ του Γεωργίου και της Ευθαλίας και η ΕΥΑΓΓΕΛΙΑ ΜΠΑΡΑ του Γεωργίου και της Αικατερίνης μέλλουν να έλθουν εις νόμιμον γάμον. Ο ΘΕΟΔΩΡΟΣ ΛΑΜΠΙΔΗΣ του Νικολάου και της Σταυρούλας και η ΑΙΚΑΤΕΡΙΝΗ ΚΟΥΡΤΗ του Αθανασίου μέλλουν να έλθουν εις νόμιμον γάμον. Ο ΑΠΟΣΤΟΛΟΣ ΜΠΟΥΡΔΗΣ του Σταύρου και της Μαρίας και η ΖΩΓΡΑΦΙΑ ΝΙΚΟΛΑΚΑ του Αναστασίου, κάτοικοι Θεσσαλονίκης, μέλλουν να έλθουν εις νόμιμον γάμον. Ο ΒΑΣΙΛΕΙΟΣ ΕΥΣΕΒΙΑΔΗΣ του Αθανασίου και της Ελένης και η ΕΥΑΓΓΕΛΙΑ ΔΗΜΟΥ του Χρήστου μέλλουν να έλθουν εις νόμιμον γάμον. Ο ΝΙΚΟΛΑΟΣ ΠΑΠΑΔΟΠΟΥΛΟΣ του Γεωργίου και της Αθανασίας και η ΕΙΡΗΝΗ ΕΡΚΑΤΖΙΔΟΥ του Ιωάννου μέλλουν να έλθουν εις νόμιμον γάμον. Ο ΕΥΣΕΒΙΟΣ ΣΑΡΔΕΛΛΑΣ του Χρήστου και η ΒΑΣΙΛΙΚΗ ΚΑΡΑΓΙΑΝΝΙΔΟΥ μέλλουν να έλθουν εις νόμιμον γάμον. Ο ΙΩΑΝΝΗΣ ΣΙΟΥΡΑΣ του Χρήστου και η ΠΑΡΑΣΚΕΥΗ ΚΑΓΙΑ του Θεοδώρου μέλλουν να έλθουν εις νόμιμον γάμον. Ο ΜΙΛΤΙΑΔΗΣ ΣΤΕΦΑΝΙΔΗΣ του Αλεξάνδρου και η ΕΛΕΝΗ ΧΡΙΣΤΟΔΟΥΛΟΥ μέλλουν να έλθουν εις νόμιμον γάμον. Ο ΧΡΗΣΤΟΣ ΤΣΑΟΥΣΗΣ του Νικολάου και η ΕΥΘΥΜΙΑ ΣΑΡΟΓΛΟΥ του Παναγιώτου μέλλουν να έλθουν εις νόμιμον γάμον. Ο ΗΛΙΑΣ ΦΑΝΑΡΑΣ του Δημητρίου και η ΕΥΑΓΓΕΛΙΑ ΚΩΝΣΤΑΝΤΙΝΙΔΟΥ μέλλουν να έλθουν εις νόμιμον γάμον. Ο ΘΕΟΔΩΡΟΣ ΨΑΡΟΝΗΣ του Στεφάνου και η ΕΛΕΝΗ ΠΑΠΑΧΡΗΣΤΟΥ του Γεωργίου μέλλουν να έλθουν εις νόμιμον γάμον. [392,52,546,781]
malaysia-kicker: Εις τας φυτείας της Μαλαισίας [1030,818,1272,837]
